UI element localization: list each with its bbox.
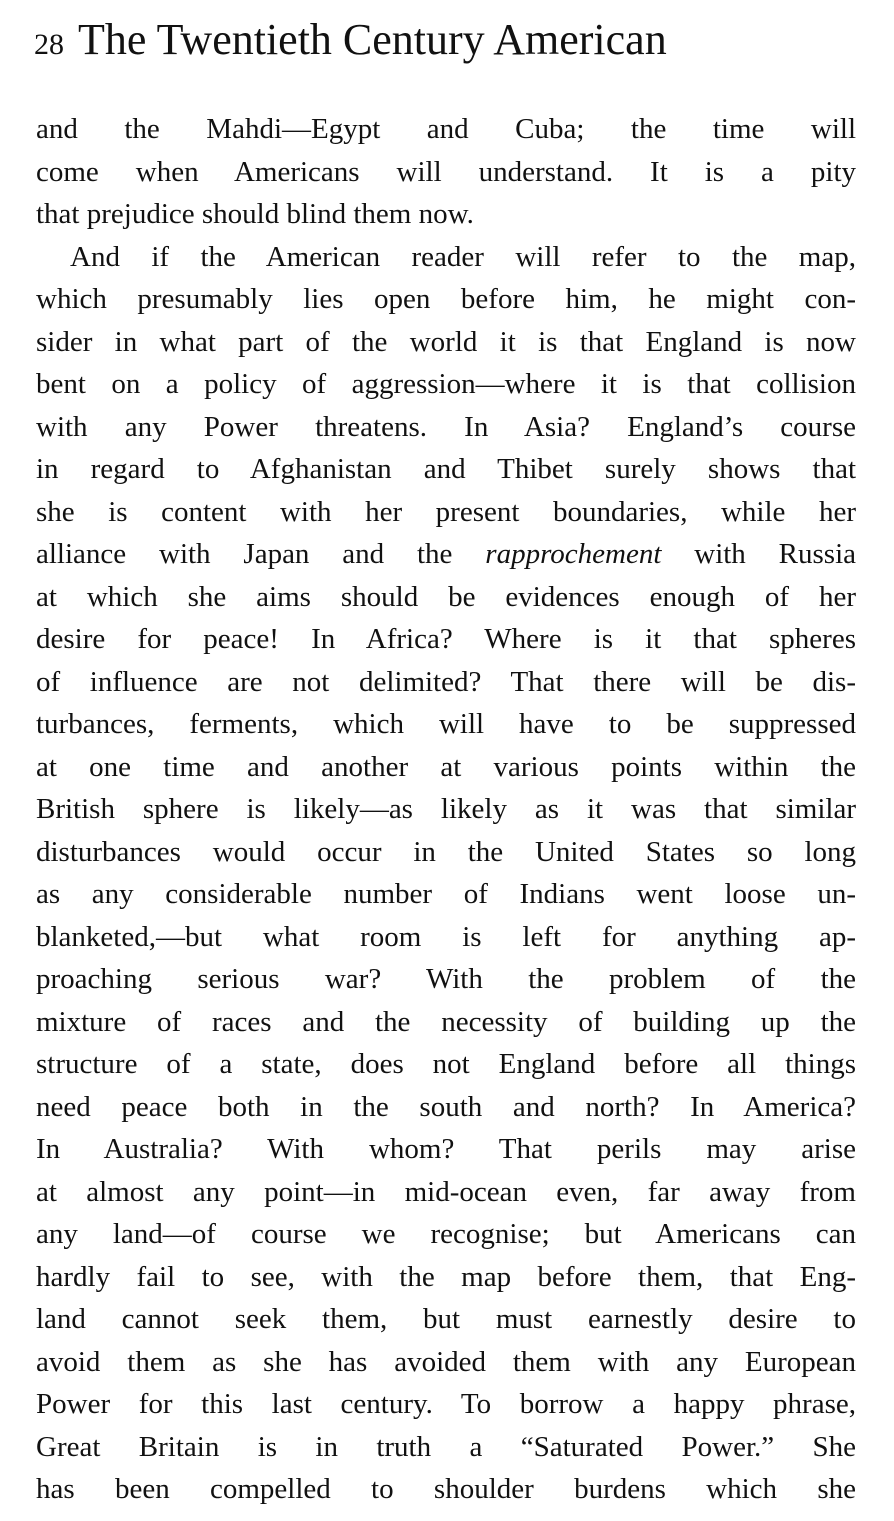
text-line: as any considerable number of Indians went loose un- bbox=[36, 878, 856, 910]
text-line: any land—of course we recognise; but Americans can bbox=[36, 1218, 856, 1250]
text-line: come when Americans will understand. It is a pity bbox=[36, 155, 856, 188]
text-line: need peace both in the south and north? In America? bbox=[36, 1090, 856, 1123]
page-header bbox=[34, 14, 864, 74]
page-number: 28 bbox=[34, 28, 64, 61]
text-line bbox=[36, 533, 856, 576]
text-line: And if the American reader will refer to the map, bbox=[70, 240, 856, 273]
text-line: land cannot seek them, but must earnestly desire to bbox=[36, 1303, 856, 1335]
text-line: of influence are not delimited? That there will be dis- bbox=[36, 665, 856, 698]
text-line: has been compelled to shoulder burdens which she bbox=[36, 1473, 856, 1505]
text-line: turbances, ferments, which will have to be suppressed bbox=[36, 708, 856, 740]
running-title: The Twentieth Century American bbox=[78, 15, 667, 64]
text-line: British sphere is likely—as likely as it was that similar bbox=[36, 793, 856, 825]
text-line: she is content with her present boundaries, while her bbox=[36, 495, 856, 528]
text-line: and the Mahdi—Egypt and Cuba; the time will bbox=[36, 113, 856, 145]
text-line: which presumably lies open before him, he might con- bbox=[36, 283, 856, 315]
text-line: at which she aims should be evidences enough of her bbox=[36, 580, 856, 613]
text-line: avoid them as she has avoided them with any European bbox=[36, 1345, 856, 1378]
text-line: Great Britain is in truth a “Saturated Power.” She bbox=[36, 1430, 856, 1463]
body-text bbox=[36, 108, 856, 1511]
text-line: In Australia? With whom? That perils may arise bbox=[36, 1133, 856, 1165]
text-line: sider in what part of the world it is that England is now bbox=[36, 325, 856, 358]
text-line: bent on a policy of aggression—where it is that collision bbox=[36, 368, 856, 400]
text-line: blanketed,—but what room is left for anything ap- bbox=[36, 920, 856, 953]
text-run: alliance with Japan and the bbox=[36, 538, 486, 570]
text-line: structure of a state, does not England before all things bbox=[36, 1048, 856, 1080]
text-line: Power for this last century. To borrow a happy phrase, bbox=[36, 1388, 856, 1420]
text-line: mixture of races and the necessity of building up the bbox=[36, 1005, 856, 1038]
text-run: with Russia bbox=[661, 538, 856, 570]
text-line: at almost any point—in mid-ocean even, far away from bbox=[36, 1175, 856, 1208]
text-line: disturbances would occur in the United States so long bbox=[36, 835, 856, 868]
text-line: that prejudice should blind them now. bbox=[36, 198, 474, 230]
text-line: hardly fail to see, with the map before them, that Eng- bbox=[36, 1260, 856, 1293]
italic-term: rapprochement bbox=[485, 538, 662, 570]
text-line: in regard to Afghanistan and Thibet surely shows that bbox=[36, 453, 856, 485]
text-line: at one time and another at various points within the bbox=[36, 750, 856, 783]
text-line: with any Power threatens. In Asia? England’s course bbox=[36, 410, 856, 443]
text-line: proaching serious war? With the problem of the bbox=[36, 963, 856, 995]
text-line: desire for peace! In Africa? Where is it that spheres bbox=[36, 623, 856, 655]
